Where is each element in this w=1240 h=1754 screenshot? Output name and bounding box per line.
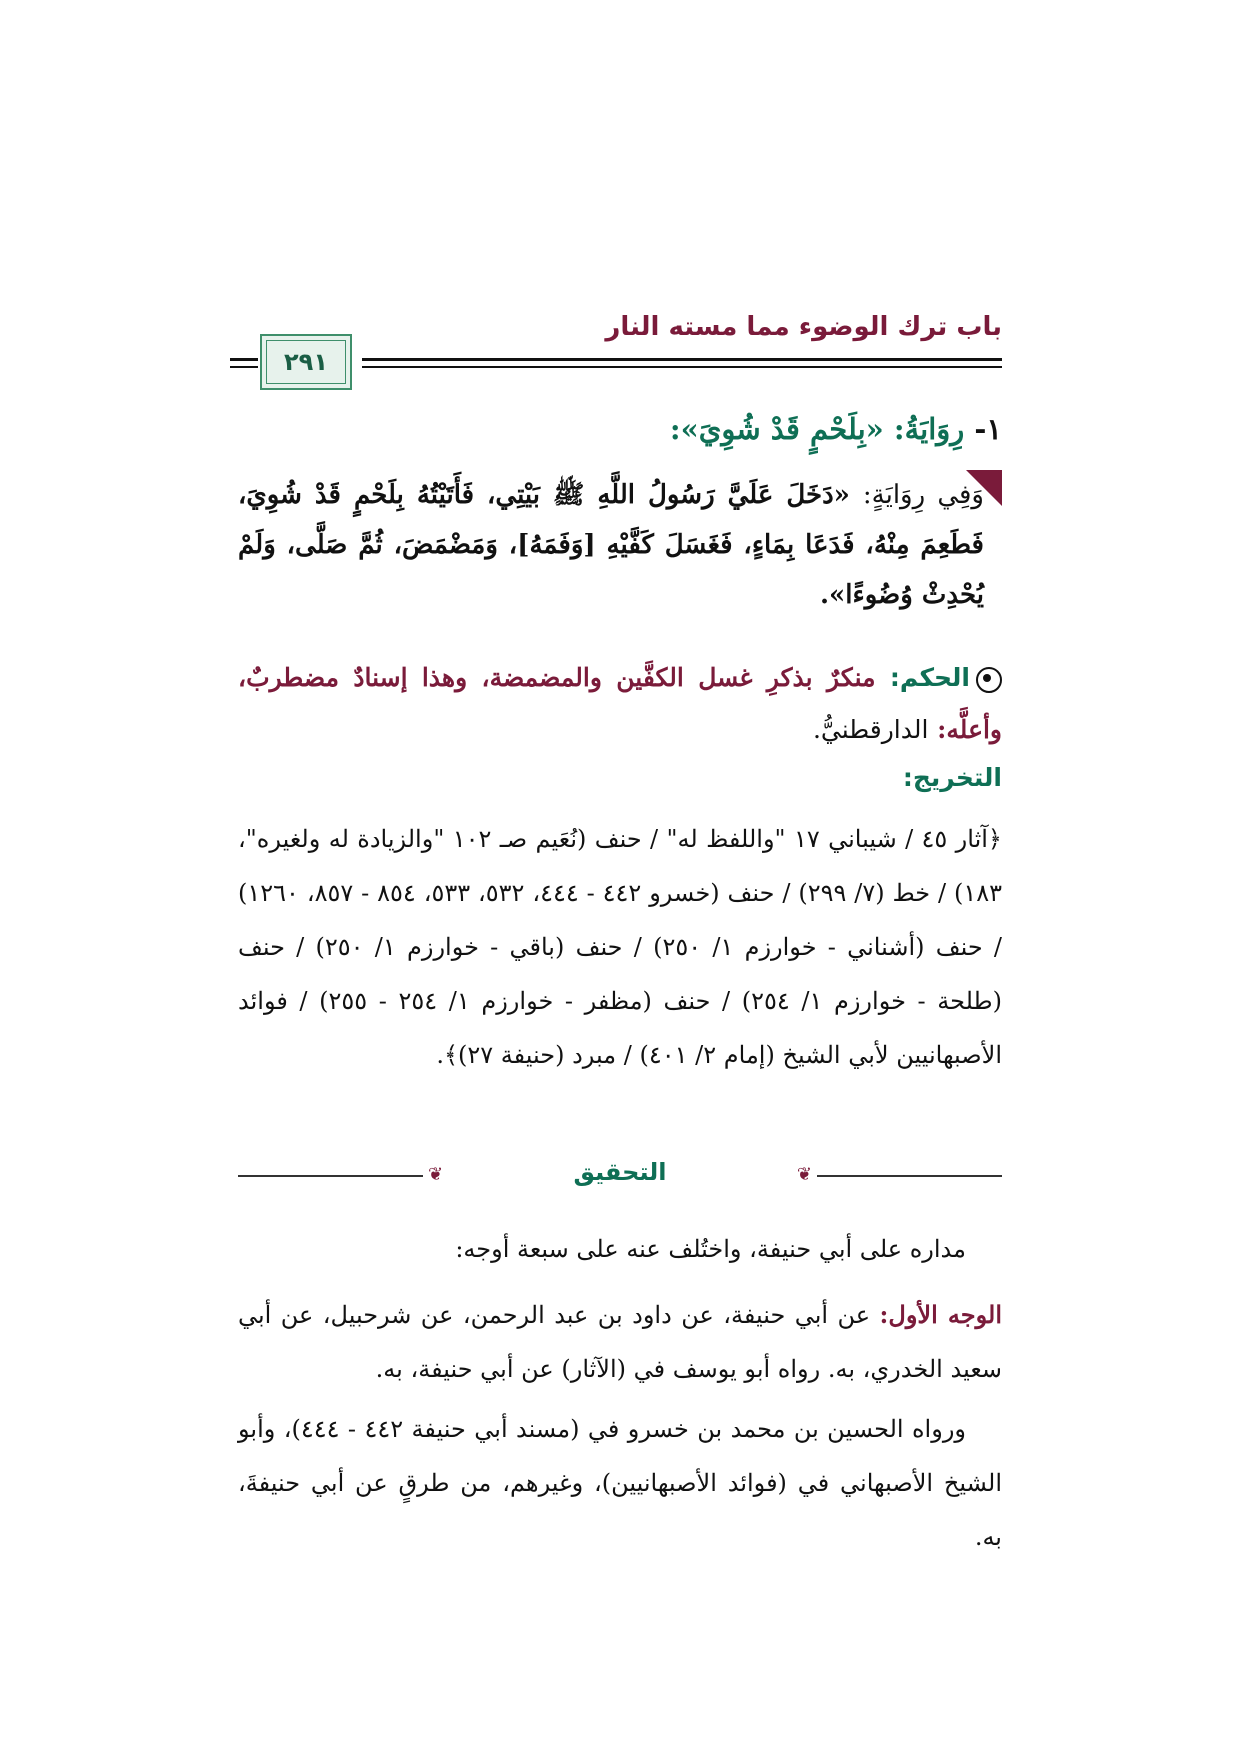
takhrij-heading: التخريج: [902,763,1002,792]
running-header-title: باب ترك الوضوء مما مسته النار [605,312,1002,342]
first-aspect-text: عن أبي حنيفة، عن داود بن عبد الرحمن، عن شرحبيل، عن أبي سعيد الخدري، به. رواه أبو يوسف في (الآثار) عن أبي حنيفة، به. [238,1301,1002,1383]
header-rule-left-thin [230,366,258,368]
hadith-matn: «دَخَلَ عَلَيَّ رَسُولُ اللَّهِ ﷺ بَيْتِي، فَأَتَيْتُهُ بِلَحْمٍ قَدْ شُوِيَ، فَطَعِمَ مِنْهُ، فَدَعَا بِمَاءٍ، فَغَسَلَ كَفَّيْهِ [وَفَمَهُ]، وَمَضْمَضَ، ثُمَّ صَلَّى، وَلَمْ يُحْدِثْ وُضُوءًا». [238,480,984,610]
divider-line-left [238,1175,423,1177]
header-rule-left [230,358,258,361]
body-paragraph-2 [238,1288,1002,1396]
first-aspect-label: الوجه الأول: [879,1300,1003,1329]
ruling-label: الحكم: [889,663,970,692]
ruling-tail: الدارقطنيُّ. [812,715,929,744]
section-heading [670,412,1002,446]
ruling-value: منكرٌ بذكرِ غسل الكفَّين والمضمضة، وهذا إسنادٌ مضطربٌ، وأعلَّه: [238,663,1002,744]
header-rule-thin [362,366,1002,368]
hadith-text-block [238,470,1002,620]
section-number: ١- [974,412,1002,446]
section-title: رِوَايَةُ: «بِلَحْمٍ قَدْ شُوِيَ»: [669,412,965,446]
tahqiq-divider [238,1158,1002,1192]
divider-ornament-icon: ❦ [796,1164,812,1185]
hadith-lead: وَفِي رِوَايَةٍ: [862,480,984,510]
divider-ornament-icon: ❦ [428,1164,444,1185]
body-paragraph-1: مداره على أبي حنيفة، واختُلف عنه على سبعة أوجه: [455,1235,966,1263]
ruling-block [238,652,1002,756]
takhrij-text: ﴿آثار ٤٥ / شيباني ١٧ "واللفظ له" / حنف (نُعَيم صـ ١٠٢ "والزيادة له ولغيره"، ١٨٣) / خط (٧/ ٢٩٩) / حنف (خسرو ٤٤٢ - ٤٤٤، ٥٣٢، ٥٣٣، ٨٥٤ - ٨٥٧، ١٢٦٠) / حنف (أشناني - خوارزم ١/ ٢٥٠) / حنف (باقي - خوارزم ١/ ٢٥٠) / حنف (طلحة - خوارزم ١/ ٢٥٤) / حنف (مظفر - خوارزم ١/ ٢٥٤ - ٢٥٥) / فوائد الأصبهانيين لأبي الشيخ (إمام ٢/ ٤٠١) / مبرد (حنيفة ٢٧)﴾. [238,825,1003,1069]
page-number-frame [260,334,352,390]
header-rule [362,358,1002,361]
body-paragraph-3: ورواه الحسين بن محمد بن خسرو في (مسند أبي حنيفة ٤٤٢ - ٤٤٤)، وأبو الشيخ الأصبهاني في (فوائد الأصبهانيين)، وغيرهم، من طرقٍ عن أبي حنيفةَ، به. [238,1415,1002,1551]
page-number: ٢٩١ [284,348,328,376]
tahqiq-heading: التحقيق [573,1158,667,1186]
ruling-flower-icon [976,667,1002,693]
